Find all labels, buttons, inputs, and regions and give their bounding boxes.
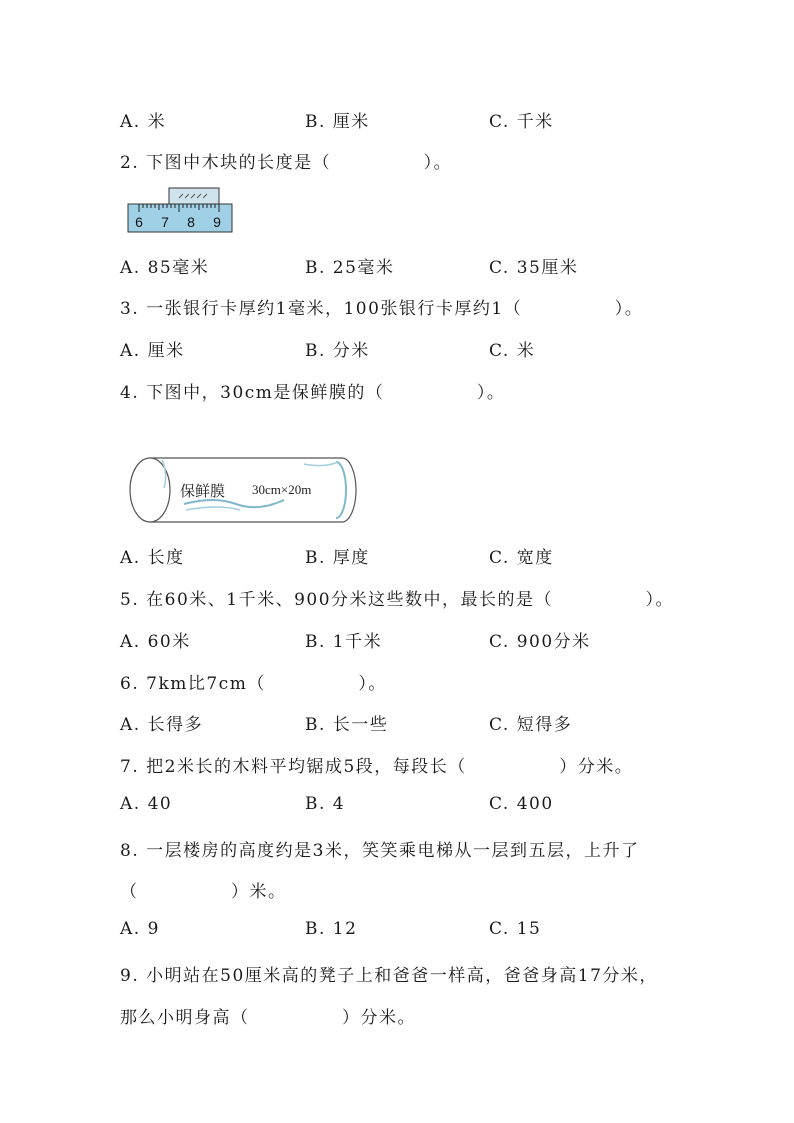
q6-option-c: C. 短得多	[489, 715, 573, 735]
q2-text: 2. 下图中木块的长度是（ ）。	[120, 153, 453, 173]
q6-text: 6. 7km比7cm（ ）。	[120, 674, 387, 694]
q4-options	[120, 543, 720, 568]
q1-option-c: C. 千米	[489, 112, 554, 132]
q4-option-c: C. 宽度	[489, 548, 554, 568]
q6-option-b: B. 长一些	[305, 715, 389, 735]
q1-option-b: B. 厘米	[305, 112, 370, 132]
q2-options	[120, 253, 720, 278]
film-size-label: 30cm×20m	[252, 482, 312, 497]
q5-option-b: B. 1千米	[305, 632, 383, 652]
q3-option-a: A. 厘米	[120, 341, 185, 361]
q3-text: 3. 一张银行卡厚约1毫米，100张银行卡厚约1（ ）。	[120, 299, 644, 319]
q3-options	[120, 336, 720, 361]
q5-text: 5. 在60米、1千米、900分米这些数中，最长的是（ ）。	[120, 590, 675, 610]
q9-text-line2: 那么小明身高（ ）分米。	[120, 1008, 416, 1028]
q7-options	[120, 794, 720, 816]
plastic-wrap-roll-figure	[124, 454, 364, 526]
ruler-with-block-figure	[127, 186, 235, 234]
q2-option-c: C. 35厘米	[489, 258, 579, 278]
q3-option-c: C. 米	[489, 341, 536, 361]
q2-option-b: B. 25毫米	[305, 258, 395, 278]
q8-option-b: B. 12	[305, 919, 358, 939]
q9-text-line1: 9. 小明站在50厘米高的凳子上和爸爸一样高，爸爸身高17分米，	[120, 966, 658, 986]
q8-text-line2: （ ）米。	[120, 882, 287, 902]
q5-option-c: C. 900分米	[489, 632, 591, 652]
q3-option-b: B. 分米	[305, 341, 370, 361]
q1-option-a: A. 米	[120, 112, 167, 132]
q8-options	[120, 919, 720, 941]
film-brand-label: 保鲜膜	[180, 482, 226, 500]
wood-block	[169, 188, 219, 204]
ruler-tick-9: 9	[213, 214, 221, 230]
ruler-tick-6: 6	[135, 214, 143, 230]
q8-text-line1: 8. 一层楼房的高度约是3米，笑笑乘电梯从一层到五层，上升了	[120, 841, 640, 861]
q4-text: 4. 下图中，30cm是保鲜膜的（ ）。	[120, 383, 506, 403]
ruler-tick-7: 7	[161, 214, 169, 230]
q6-option-a: A. 长得多	[120, 715, 204, 735]
ruler-tick-8: 8	[187, 214, 195, 230]
q4-option-b: B. 厚度	[305, 548, 370, 568]
q5-option-a: A. 60米	[120, 632, 191, 652]
q1-options	[120, 107, 720, 132]
q7-option-b: B. 4	[305, 794, 346, 814]
q6-options	[120, 710, 720, 735]
q7-option-a: A. 40	[120, 794, 173, 814]
q5-options	[120, 627, 720, 652]
q7-option-c: C. 400	[489, 794, 554, 814]
q8-option-c: C. 15	[489, 919, 542, 939]
q7-text: 7. 把2米长的木料平均锯成5段，每段长（ ）分米。	[120, 757, 634, 777]
q2-option-a: A. 85毫米	[120, 258, 210, 278]
q4-option-a: A. 长度	[120, 548, 185, 568]
q8-option-a: A. 9	[120, 919, 160, 939]
